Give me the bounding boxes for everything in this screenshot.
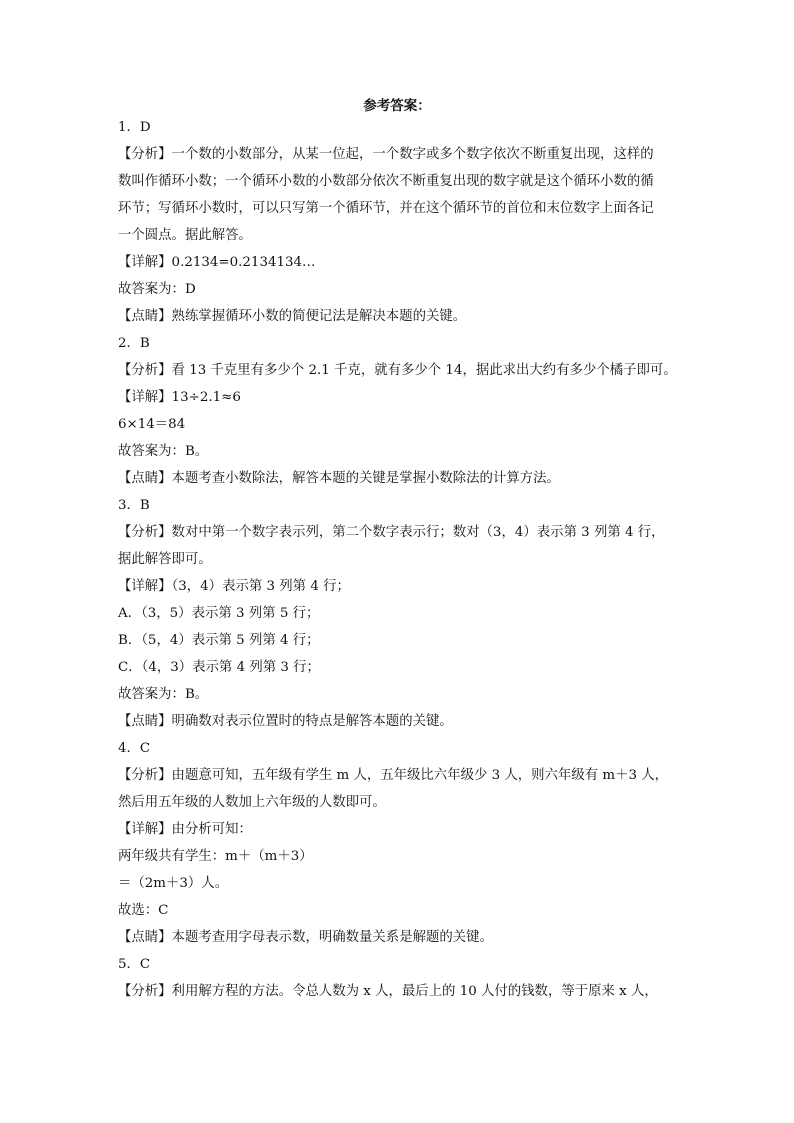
comment-line: 【点睛】熟练掌握循环小数的简便记法是解决本题的关键。 (118, 309, 467, 324)
detail-line: A．（3，5）表示第 3 列第 5 行； (118, 606, 320, 621)
conclusion-line: 故选：C (118, 903, 169, 918)
comment-line: 【点睛】明确数对表示位置时的特点是解答本题的关键。 (118, 714, 453, 729)
analysis-line: 数叫作循环小数；一个循环小数的小数部分依次不断重复出现的数字就是这个循环小数的循 (118, 174, 654, 189)
conclusion-line: 故答案为：D (118, 282, 196, 297)
conclusion-line: 故答案为：B。 (118, 687, 209, 702)
detail-line: B．（5，4）表示第 5 列第 4 行； (118, 633, 320, 648)
detail-line: 两年级共有学生：m＋（m＋3） (118, 849, 313, 864)
analysis-line: 【分析】一个数的小数部分，从某一位起，一个数字或多个数字依次不断重复出现，这样的 (118, 147, 654, 162)
question-1-answer: 1．D (118, 120, 151, 135)
page-title: 参考答案： (363, 98, 431, 114)
analysis-line: 环节；写循环小数时，可以只写第一个循环节，并在这个循环节的首位和末位数字上面各记 (118, 201, 654, 216)
question-2-answer: 2．B (118, 336, 150, 351)
conclusion-line: 故答案为：B。 (118, 444, 209, 459)
analysis-line: 一个圆点。据此解答。 (118, 228, 252, 243)
analysis-line: 据此解答即可。 (118, 552, 212, 567)
detail-line: 6×14＝84 (118, 417, 186, 432)
detail-line: 【详解】由分析可知： (118, 822, 252, 837)
detail-line: 【详解】0.2134̇=0.2134134… (118, 255, 316, 270)
detail-line: ＝（2m＋3）人。 (118, 876, 229, 891)
detail-line: 【详解】13÷2.1≈6 (118, 390, 241, 405)
detail-line: 【详解】（3，4）表示第 3 列第 4 行； (118, 579, 350, 594)
analysis-line: 然后用五年级的人数加上六年级的人数即可。 (118, 795, 386, 810)
question-3-answer: 3．B (118, 498, 150, 513)
analysis-line: 【分析】由题意可知，五年级有学生 m 人，五年级比六年级少 3 人，则六年级有 m＋3 人， (118, 768, 669, 783)
analysis-line: 【分析】利用解方程的方法。令总人数为 x 人，最后上的 10 人付的钱数，等于原来 x 人， (118, 984, 658, 999)
comment-line: 【点睛】本题考查用字母表示数，明确数量关系是解题的关键。 (118, 930, 493, 945)
analysis-line: 【分析】数对中第一个数字表示列，第二个数字表示行；数对（3，4）表示第 3 列第 4 行， (118, 525, 665, 540)
answer-content (118, 114, 680, 1005)
detail-line: C．（4，3）表示第 4 列第 3 行； (118, 660, 320, 675)
question-4-answer: 4．C (118, 741, 151, 756)
comment-line: 【点睛】本题考查小数除法，解答本题的关键是掌握小数除法的计算方法。 (118, 471, 560, 486)
question-5-answer: 5．C (118, 957, 151, 972)
analysis-line: 【分析】看 13 千克里有多少个 2.1 千克，就有多少个 14，据此求出大约有多少个橘子即可。 (118, 363, 677, 378)
